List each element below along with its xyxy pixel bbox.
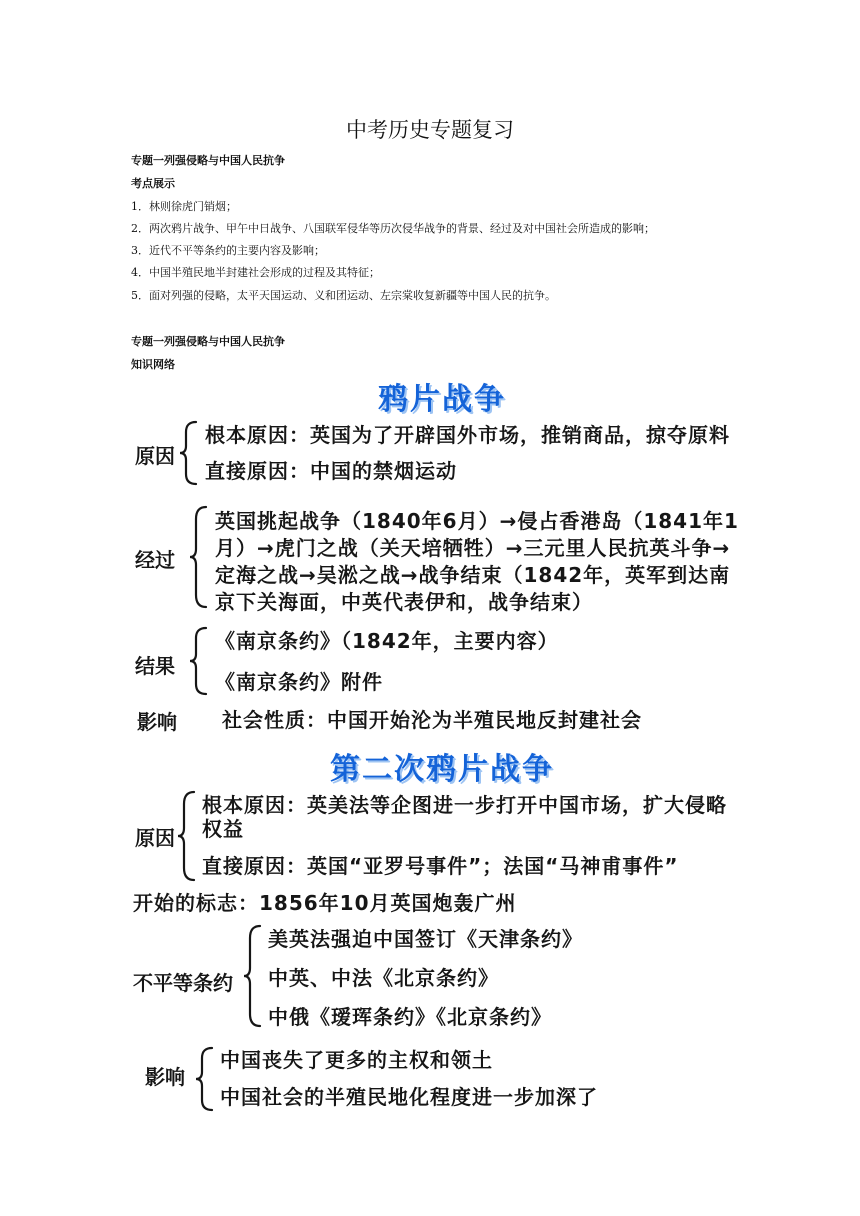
cause-item: 直接原因：中国的禁烟运动 [205, 459, 457, 483]
exam-point-item: 2．两次鸦片战争、甲午中日战争、八国联军侵华等历次侵华战争的背景、经过及对中国社会所造成的影响； [131, 222, 655, 235]
topic-heading: 专题一列强侵略与中国人民抗争 [131, 154, 285, 167]
impact-label: 影响 [145, 1065, 185, 1089]
cause-brace [180, 420, 200, 486]
treaty-item: 中俄《瑷珲条约》《北京条约》 [268, 1005, 552, 1029]
treaty-label: 不平等条约 [133, 971, 233, 995]
cause-brace [178, 790, 198, 882]
impact-label: 影响 [137, 710, 177, 734]
process-brace [190, 505, 210, 609]
exam-point-item: 5．面对列强的侵略，太平天国运动、义和团运动、左宗棠收复新疆等中国人民的抗争。 [131, 289, 556, 302]
page-title: 中考历史专题复习 [346, 118, 514, 142]
cause-label: 原因 [135, 826, 175, 850]
topic-heading-2: 专题一列强侵略与中国人民抗争 [131, 335, 285, 348]
treaty-item: 美英法强迫中国签订《天津条约》 [268, 927, 583, 951]
cause-line: 根本原因：英美法等企图进一步打开中国市场，扩大侵略 [202, 793, 727, 817]
process-line: 英国挑起战争（1840年6月）→侵占香港岛（1841年1 [215, 509, 739, 533]
cause-line: 直接原因：英国“亚罗号事件”；法国“马神甫事件” [202, 854, 679, 878]
impact-item: 中国丧失了更多的主权和领土 [220, 1048, 493, 1072]
second-opium-war-banner: 第二次鸦片战争 [330, 752, 554, 787]
exam-point-item: 1．林则徐虎门销烟； [131, 200, 237, 213]
process-line: 月）→虎门之战（关天培牺牲）→三元里人民抗英斗争→ [215, 536, 731, 560]
result-item: 《南京条约》（1842年，主要内容） [215, 629, 559, 653]
result-brace [190, 626, 210, 696]
treaty-item: 中英、中法《北京条约》 [268, 966, 499, 990]
treaty-brace [244, 924, 264, 1028]
exam-points-label: 考点展示 [131, 177, 175, 190]
cause-label: 原因 [135, 444, 175, 468]
process-line: 定海之战→吴淞之战→战争结束（1842年，英军到达南 [215, 563, 731, 587]
process-label: 经过 [135, 548, 175, 572]
impact-text: 社会性质：中国开始沦为半殖民地反封建社会 [222, 708, 642, 732]
cause-item: 根本原因：英国为了开辟国外市场，推销商品，掠夺原料 [205, 423, 730, 447]
opium-war-banner: 鸦片战争 [378, 382, 506, 417]
exam-point-item: 3．近代不平等条约的主要内容及影响； [131, 244, 325, 257]
knowledge-network-label: 知识网络 [131, 358, 175, 371]
exam-point-item: 4．中国半殖民地半封建社会形成的过程及其特征； [131, 266, 380, 279]
impact-brace [196, 1046, 216, 1112]
result-item: 《南京条约》附件 [215, 670, 383, 694]
result-label: 结果 [135, 654, 175, 678]
impact-item: 中国社会的半殖民地化程度进一步加深了 [220, 1085, 598, 1109]
cause-line: 权益 [202, 817, 244, 841]
start-marker-text: 开始的标志：1856年10月英国炮轰广州 [133, 891, 517, 915]
process-line: 京下关海面，中英代表伊和，战争结束） [215, 590, 593, 614]
